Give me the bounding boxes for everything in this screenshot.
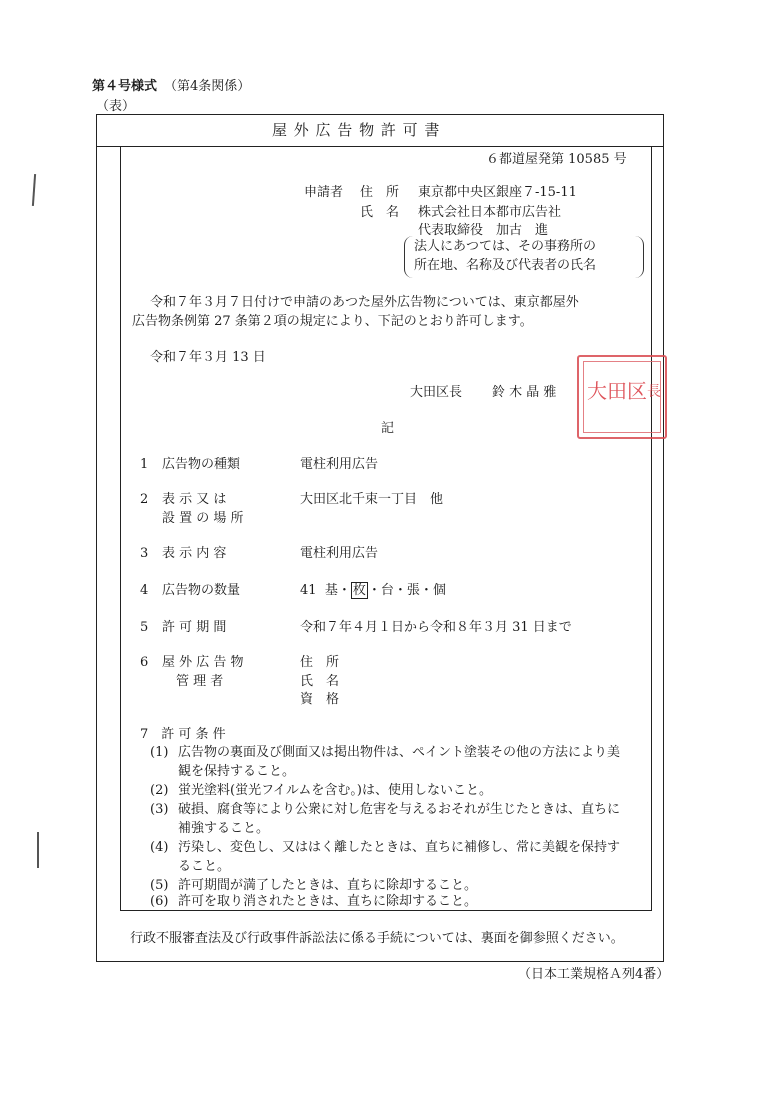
seal-char: 大 [587,379,607,403]
item-sub-label: 氏 名 [300,674,340,689]
item-label: 屋 外 広 告 物 [162,655,244,670]
item-value: 令和７年４月１日から令和８年３月 31 日まで [300,620,572,635]
condition-number: (6) [150,894,169,909]
item-sub-label: 住 所 [300,655,340,670]
title-divider-right [650,146,663,147]
condition-text: 許可を取り消されたときは、直ちに除却すること。 [178,894,478,909]
quantity-count: 41 [300,583,317,598]
item-number: 4 [140,583,149,598]
condition-number: (4) [150,840,169,855]
quantity-value [300,584,446,597]
scan-mark [37,832,39,868]
title-divider [96,146,120,147]
document-title: 屋 外 広 告 物 許 可 書 [272,121,441,139]
condition-text: 破損、腐食等により公衆に対し危害を与えるおそれが生じたときは、直ちに [178,802,621,817]
item-label: 設 置 の 場 所 [162,511,244,526]
issuer-title: 大田区長 [410,385,463,400]
condition-text: 補強すること。 [178,821,270,836]
item-value: 大田区北千束一丁目 他 [300,492,444,507]
item-label: 許 可 期 間 [162,620,227,635]
condition-text: 観を保持すること。 [178,764,296,779]
applicant-label: 申請者 [304,185,344,200]
address-label: 住 所 [360,185,400,200]
ki-heading: 記 [381,421,395,436]
appeal-note: 行政不服審査法及び行政事件訴訟法に係る手続については、裏面を御参照ください。 [130,931,624,946]
condition-text: ること。 [178,859,231,874]
item-number: 5 [140,620,149,635]
item-number: 3 [140,546,149,561]
condition-text: 広告物の裏面及び側面又は掲出物件は、ペイント塗装その他の方法により美 [178,745,621,760]
conditions-heading: 7 許 可 条 件 [140,727,226,742]
form-label: 第４号様式 [92,79,158,94]
document-number: ６都道屋発第 10585 号 [486,152,627,167]
item-label: 表 示 内 容 [162,546,227,561]
item-value: 電柱利用広告 [300,457,379,472]
item-label: 広告物の種類 [162,457,241,472]
body-line-1: 令和７年３月７日付けで申請のあつた屋外広告物については、東京都屋外 [150,295,579,310]
applicant-note-line2: 所在地、名称及び代表者の氏名 [414,258,597,273]
name-label: 氏 名 [360,205,400,220]
seal-char: 田 [607,379,627,403]
side-label: （表） [96,99,136,114]
condition-text: 汚染し、変色し、又ははく離したときは、直ちに補修し、常に美観を保持す [178,840,621,855]
condition-number: (5) [150,878,169,893]
item-value: 電柱利用広告 [300,546,379,561]
applicant-name: 株式会社日本都市広告社 [418,205,562,220]
item-number: 6 [140,655,149,670]
applicant-address: 東京都中央区銀座７-15-11 [418,185,577,200]
condition-number: (3) [150,802,169,817]
seal-char: 長 [647,384,661,400]
item-sub-label: 資 格 [300,692,340,707]
quantity-unit: ・台・張・個 [367,583,446,598]
body-line-2: 広告物条例第 27 条第２項の規定により、下記のとおり許可します。 [132,314,533,329]
form-relation: （第4条関係） [164,79,251,94]
item-label: 広告物の数量 [162,583,241,598]
applicant-note-line1: 法人にあつては、その事務所の [414,239,597,254]
item-label: 管 理 者 [176,674,224,689]
condition-number: (2) [150,783,169,798]
quantity-unit-selected: 枚 [352,583,366,598]
item-label: 表 示 又 は [162,492,227,507]
official-seal [577,355,667,439]
item-number: 1 [140,457,149,472]
scan-mark [32,174,36,206]
seal-char: 区 [627,379,647,403]
item-number: 2 [140,492,149,507]
issuer-name: 鈴 木 晶 雅 [492,385,557,400]
condition-number: (1) [150,745,169,760]
issue-date: 令和７年３月 13 日 [150,350,266,365]
quantity-unit: 基・ [324,583,351,598]
condition-text: 蛍光塗料(蛍光フイルムを含む。)は、使用しないこと。 [178,783,492,798]
paper-spec: （日本工業規格Ａ列4番） [518,967,670,982]
applicant-representative: 代表取締役 加古 進 [418,223,549,238]
condition-text: 許可期間が満了したときは、直ちに除却すること。 [178,878,478,893]
